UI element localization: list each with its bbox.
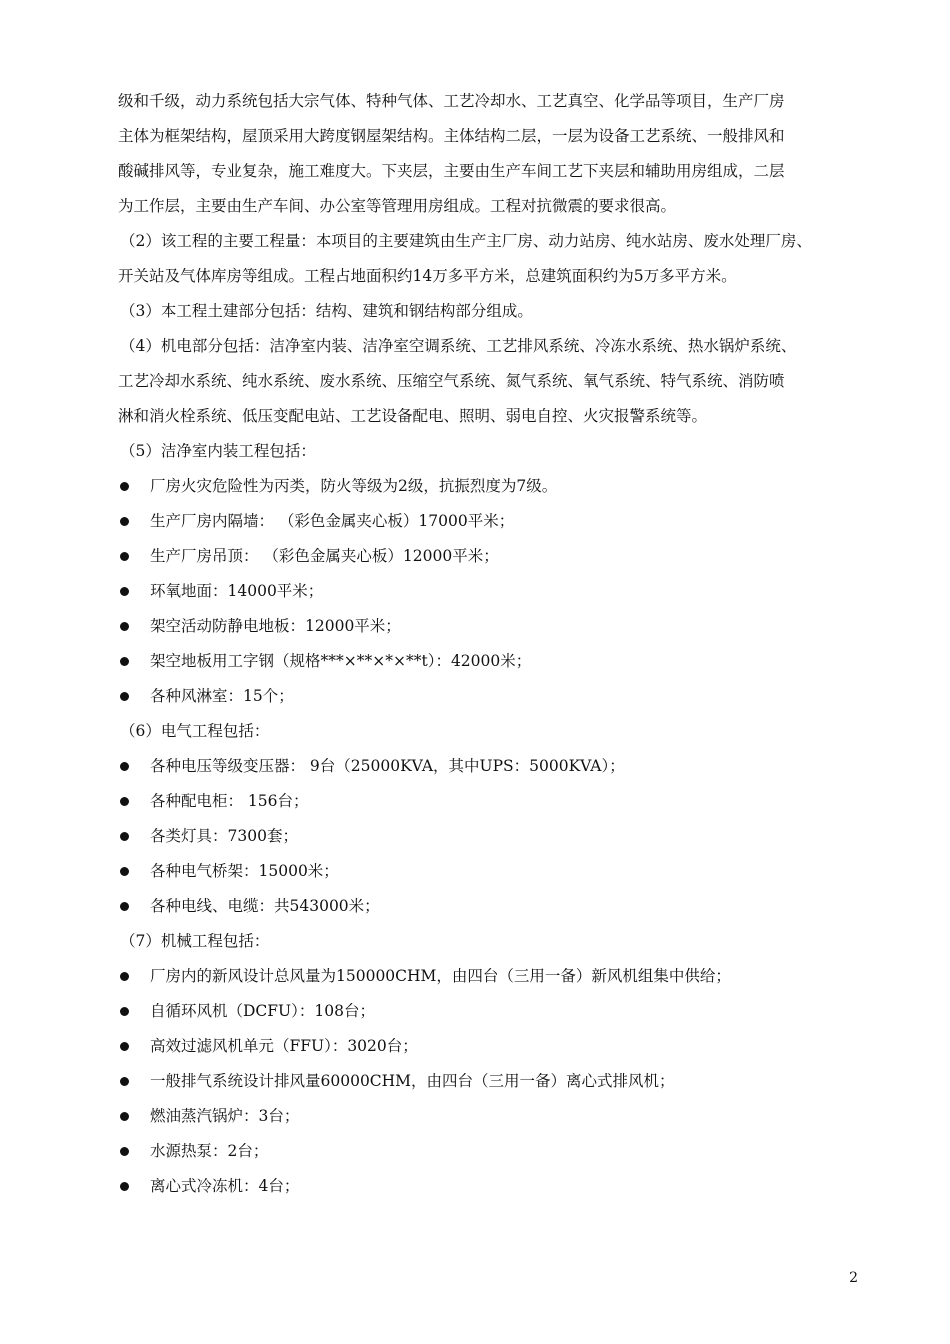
item-3-paragraph: （3）本工程土建部分包括：结构、建筑和钢结构部分组成。 [120, 302, 533, 320]
list-item-text: 各种电气桥架：15000米； [150, 862, 339, 880]
list-item-text: 自循环风机（DCFU）：108台； [150, 1002, 375, 1020]
bullet-icon [120, 622, 129, 631]
list-item [118, 1029, 858, 1064]
list-item-text: 架空地板用工字钢（规格***×**×*×**t）：42000米； [150, 652, 532, 670]
bullet-icon [120, 902, 129, 911]
text-line: 主体为框架结构，屋顶采用大跨度钢屋架结构。主体结构二层，一层为设备工艺系统、一般排风和 [118, 127, 785, 145]
section-heading: （6）电气工程包括： [120, 722, 270, 740]
list-item [118, 1099, 858, 1134]
list-item-text: 离心式冷冻机：4台； [150, 1177, 300, 1195]
list-item-text: 各类灯具：7300套； [150, 827, 298, 845]
item-6-section [118, 714, 858, 924]
bullet-icon [120, 797, 129, 806]
list-item-text: 一般排气系统设计排风量60000CHM，由四台（三用一备）离心式排风机； [150, 1072, 675, 1090]
list-item-text: 厂房火灾危险性为丙类，防火等级为2级，抗振烈度为7级。 [150, 477, 558, 495]
list-item-text: 生产厂房吊顶： （彩色金属夹心板）12000平米； [150, 547, 499, 565]
list-item [118, 1169, 858, 1204]
text-line: 级和千级，动力系统包括大宗气体、特种气体、工艺冷却水、工艺真空、化学品等项目，生产厂房 [118, 92, 785, 110]
list-item [118, 504, 858, 539]
list-item [118, 784, 858, 819]
list-item [118, 1134, 858, 1169]
bullet-icon [120, 1007, 129, 1016]
page-number: 2 [849, 1270, 858, 1286]
bullet-icon [120, 517, 129, 526]
list-item-text: 各种电压等级变压器： 9台（25000KVA，其中UPS：5000KVA）； [150, 757, 625, 775]
list-item [118, 819, 858, 854]
list-item-text: 燃油蒸汽锅炉：3台； [150, 1107, 300, 1125]
list-item-text: 各种风淋室：15个； [150, 687, 294, 705]
list-item [118, 539, 858, 574]
bullet-icon [120, 482, 129, 491]
list-item [118, 854, 858, 889]
section-heading: （7）机械工程包括： [120, 932, 270, 950]
list-item [118, 574, 858, 609]
text-line: 淋和消火栓系统、低压变配电站、工艺设备配电、照明、弱电自控、火灾报警系统等。 [118, 407, 708, 425]
list-item-text: 环氧地面：14000平米； [150, 582, 324, 600]
item-4-paragraph [118, 329, 858, 434]
bullet-icon [120, 657, 129, 666]
list-item [118, 679, 858, 714]
list-item [118, 749, 858, 784]
item-5-section [118, 434, 858, 714]
bullet-icon [120, 1042, 129, 1051]
text-line: （2）该工程的主要工程量：本项目的主要建筑由生产主厂房、动力站房、纯水站房、废水处理厂房、 [120, 232, 812, 250]
bullet-icon [120, 1112, 129, 1121]
bullet-icon [120, 587, 129, 596]
list-item-text: 厂房内的新风设计总风量为150000CHM，由四台（三用一备）新风机组集中供给； [150, 967, 731, 985]
bullet-icon [120, 832, 129, 841]
list-item-text: 高效过滤风机单元（FFU）：3020台； [150, 1037, 418, 1055]
text-line: 为工作层，主要由生产车间、办公室等管理用房组成。工程对抗微震的要求很高。 [118, 197, 677, 215]
bullet-icon [120, 1147, 129, 1156]
list-item [118, 609, 858, 644]
section-heading: （5）洁净室内装工程包括： [120, 442, 316, 460]
list-item [118, 889, 858, 924]
text-line: 工艺冷却水系统、纯水系统、废水系统、压缩空气系统、氮气系统、氧气系统、特气系统、消防喷 [118, 372, 785, 390]
item-2-paragraph [118, 224, 858, 294]
list-item [118, 644, 858, 679]
bullet-icon [120, 692, 129, 701]
list-item [118, 1064, 858, 1099]
bullet-icon [120, 972, 129, 981]
list-item [118, 994, 858, 1029]
list-item [118, 959, 858, 994]
document-body [118, 84, 858, 1204]
item-7-section [118, 924, 858, 1204]
bullet-icon [120, 762, 129, 771]
list-item-text: 水源热泵：2台； [150, 1142, 269, 1160]
bullet-icon [120, 552, 129, 561]
text-line: 开关站及气体库房等组成。工程占地面积约14万多平方米，总建筑面积约为5万多平方米。 [118, 267, 737, 285]
bullet-icon [120, 1077, 129, 1086]
list-item-text: 生产厂房内隔墙： （彩色金属夹心板）17000平米； [150, 512, 515, 530]
text-line: （4）机电部分包括：洁净室内装、洁净室空调系统、工艺排风系统、冷冻水系统、热水锅炉系统、 [120, 337, 797, 355]
intro-paragraph [118, 84, 858, 224]
bullet-icon [120, 867, 129, 876]
list-item-text: 各种电线、电缆：共543000米； [150, 897, 380, 915]
list-item [118, 469, 858, 504]
list-item-text: 各种配电柜： 156台； [150, 792, 309, 810]
bullet-icon [120, 1182, 129, 1191]
list-item-text: 架空活动防静电地板：12000平米； [150, 617, 401, 635]
text-line: 酸碱排风等，专业复杂，施工难度大。下夹层，主要由生产车间工艺下夹层和辅助用房组成，二层 [118, 162, 785, 180]
